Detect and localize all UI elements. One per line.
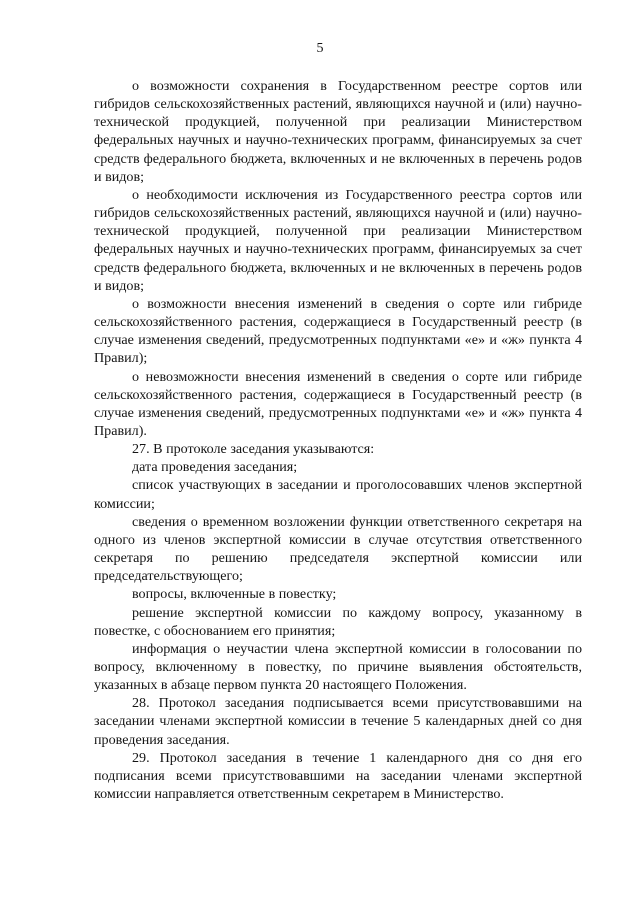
paragraph-clause-29: 29. Протокол заседания в течение 1 календарного дня со дня его подписания всеми присутствовавшими на заседании членами экспертной комиссии направляется ответственным секретарем в Министерство. <box>94 749 582 803</box>
paragraph-commission-decision: решение экспертной комиссии по каждому вопросу, указанному в повестке, с обоснованием его принятия; <box>94 604 582 639</box>
paragraph-changes-impossible: о невозможности внесения изменений в сведения о сорте или гибриде сельскохозяйственного растения, содержащиеся в Государственный реестр (в случае изменения сведений, предусмотренных подпунктами «е» и «ж» пункта 4 Правил). <box>94 368 582 439</box>
paragraph-exclusion-from-register: о необходимости исключения из Государственного реестра сортов или гибридов сельскохозяйственных растений, являющихся научной и (или) научно-технической продукцией, полученной при реализации Министерством федеральных научных и научно-технических программ, финансируемых за счет средств федерального бюджета, включенных и не включенных в перечень родов и видов; <box>94 186 582 294</box>
page-number: 5 <box>316 41 324 56</box>
paragraph-meeting-date: дата проведения заседания; <box>132 459 298 476</box>
paragraph-non-participation: информация о неучастии члена экспертной комиссии в голосовании по вопросу, включенному в повестку, по причине выявления обстоятельств, указанных в абзаце первом пункта 20 настоящего Положения. <box>94 640 582 694</box>
paragraph-temporary-secretary: сведения о временном возложении функции ответственного секретаря на одного из членов экспертной комиссии в случае отсутствия ответственного секретаря по решению председателя экспертной комиссии или председательствующего; <box>94 513 582 585</box>
paragraph-clause-27: 27. В протоколе заседания указываются: <box>132 441 375 458</box>
paragraph-changes-possible: о возможности внесения изменений в сведения о сорте или гибриде сельскохозяйственного растения, содержащиеся в Государственный реестр (в случае изменения сведений, предусмотренных подпунктами «е» и «ж» пункта 4 Правил); <box>94 295 582 367</box>
paragraph-preservation-in-register: о возможности сохранения в Государственном реестре сортов или гибридов сельскохозяйственных растений, являющихся научной и (или) научно-технической продукцией, полученной при реализации Министерством федеральных научных и научно-технических программ, финансируемых за счет средств федерального бюджета, включенных и не включенных в перечень родов и видов; <box>94 78 582 185</box>
paragraph-agenda-items: вопросы, включенные в повестку; <box>132 586 337 603</box>
paragraph-clause-28: 28. Протокол заседания подписывается всеми присутствовавшими на заседании членами экспертной комиссии в течение 5 календарных дней со дня проведения заседания. <box>94 695 582 748</box>
document-body <box>94 77 582 803</box>
paragraph-participants-list: список участвующих в заседании и проголосовавших членов экспертной комиссии; <box>94 477 582 512</box>
